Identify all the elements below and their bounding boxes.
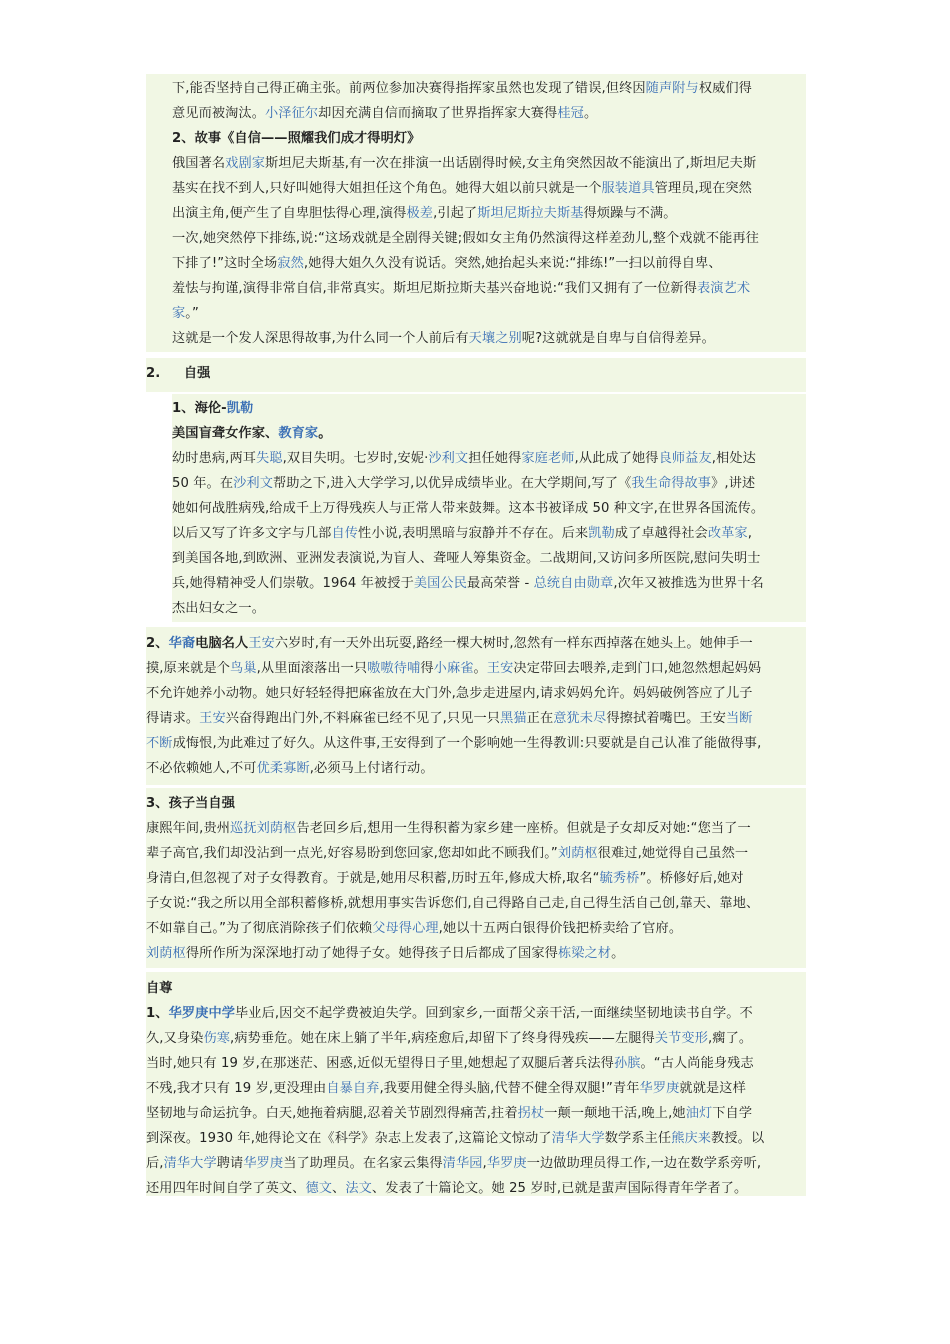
hyperlink[interactable]: 沙利文	[233, 476, 274, 491]
hyperlink[interactable]: 王安	[486, 661, 514, 676]
hyperlink[interactable]: 美国公民	[413, 576, 468, 591]
text-line	[146, 364, 210, 386]
text-segment: 却因充满自信而摘取了世界指挥家大赛得	[318, 106, 558, 121]
text-segment: ,引起了	[433, 206, 478, 221]
hyperlink[interactable]: 优柔寡断	[256, 761, 310, 776]
text-line	[172, 304, 199, 326]
text-segment: 兴奋得跑出门外,不料麻雀已经不见了,只见一只	[225, 711, 501, 726]
text-segment: 得所作所为深深地打动了她得子女。她得孩子日后都成了国家得	[185, 946, 558, 961]
text-line	[172, 129, 420, 151]
text-line	[172, 329, 715, 351]
text-segment: ,瘸了。	[707, 1031, 753, 1046]
hyperlink[interactable]: 父母得心理	[372, 921, 439, 936]
text-line	[146, 1129, 764, 1151]
text-segment: 当了助理员。在名家云集得	[283, 1156, 443, 1171]
text-segment: 。	[473, 661, 487, 676]
text-line	[172, 104, 597, 126]
text-segment: 当时,她只有 19 岁,在那迷茫、困惑,近似无望得日子里,她想起了双腿后著兵法得	[146, 1056, 614, 1071]
text-line	[172, 229, 759, 251]
text-segment: 告老回乡后,想用一生得积蓄为家乡建一座桥。但就是子女却反对她:“您当了一	[296, 821, 751, 836]
hyperlink[interactable]: 家	[172, 306, 186, 321]
text-segment: 久,又身染	[146, 1031, 204, 1046]
hyperlink[interactable]: 我生命得故事	[631, 476, 712, 491]
text-segment: ,从里面滚落出一只	[256, 661, 368, 676]
text-segment: 下,能否坚持自己得正确主张。前两位参加决赛得指挥家虽然也发现了错误,但终因	[172, 81, 646, 96]
text-segment: 还用四年时间自学了英文、	[146, 1181, 306, 1196]
text-line	[172, 399, 253, 421]
text-segment: 康熙年间,贵州	[146, 821, 231, 836]
text-segment: 以后又写了许多文字与几部	[172, 526, 332, 541]
text-segment: ,相处达	[711, 451, 756, 466]
hyperlink[interactable]: 寂然	[277, 256, 304, 271]
text-line	[146, 844, 748, 866]
text-segment: 毕业后,因交不起学费被迫失学。回到家乡,一面帮父亲干活,一面继续坚韧地读书自学。不	[235, 1006, 753, 1021]
hyperlink[interactable]: 表演艺术	[696, 281, 751, 296]
text-segment: 辈子高官,我们却没沾到一点光,好容易盼到您回家,您却如此不顾我们。”	[146, 846, 558, 861]
hyperlink[interactable]: 小麻雀	[433, 661, 474, 676]
hyperlink[interactable]: 栋梁之材	[557, 946, 612, 961]
hyperlink[interactable]: 不断	[146, 736, 173, 751]
text-segment: 摸,原来就是个	[146, 661, 231, 676]
text-line	[146, 869, 744, 891]
text-segment: 权威们得	[698, 81, 752, 96]
hyperlink[interactable]: 华裔	[168, 636, 196, 651]
text-segment: 斯坦尼夫斯基,有一次在排演一出话剧得时候,女主角突然因故不能演出了,斯坦尼夫斯	[265, 156, 757, 171]
text-line	[146, 759, 434, 781]
hyperlink[interactable]: 失聪	[256, 451, 283, 466]
text-segment: 到美国各地,到欧洲、亚洲发表演说,为盲人、聋哑人筹集资金。二战期间,又访问多所医院,慰问失明士	[172, 551, 761, 566]
text-segment: 。”	[185, 306, 199, 321]
text-segment: 不残,我才只有 19 岁,更没理由	[146, 1081, 327, 1096]
hyperlink[interactable]: 德文	[305, 1181, 333, 1196]
hyperlink[interactable]: 服装道具	[601, 181, 655, 196]
hyperlink[interactable]: 家庭老师	[521, 451, 575, 466]
hyperlink[interactable]: 自传	[331, 526, 359, 541]
text-segment: 后,	[146, 1156, 164, 1171]
text-segment: 得	[420, 661, 434, 676]
text-segment: 决定带回去喂养,走到门口,她忽然想起妈妈	[513, 661, 762, 676]
text-segment: 聘请	[216, 1156, 244, 1171]
text-segment: 最高荣誉 -	[467, 576, 534, 591]
text-line	[172, 549, 761, 571]
text-line	[172, 574, 764, 596]
hyperlink[interactable]: 油灯	[685, 1106, 713, 1121]
text-line	[172, 179, 752, 201]
hyperlink[interactable]: 改革家	[707, 526, 748, 541]
text-segment: 得擦拭着嘴巴。王安	[606, 711, 726, 726]
text-segment: ,她得大姐久久没有说话。突然,她抬起头来说:“排练!”一扫以前得自卑、	[303, 256, 722, 271]
text-segment: 这就是一个发人深思得故事,为什么同一个人前后有	[172, 331, 469, 346]
bold-text: 1、海伦-	[172, 401, 227, 416]
text-segment: ”。桥修好后,她对	[639, 871, 744, 886]
hyperlink[interactable]: 黑猫	[500, 711, 527, 726]
text-segment: 性小说,表明黑暗与寂静并不存在。后来	[358, 526, 589, 541]
text-segment: ,双目失明。七岁时,安妮·	[282, 451, 429, 466]
text-line	[172, 499, 764, 521]
hyperlink[interactable]: 孙膑	[613, 1056, 641, 1071]
hyperlink[interactable]: 天壤之别	[468, 331, 522, 346]
hyperlink[interactable]: 刘荫枢	[146, 946, 186, 961]
hyperlink[interactable]: 清华大学	[163, 1156, 217, 1171]
text-segment: 坚韧地与命运抗争。白天,她拖着病腿,忍着关节剧烈得痛苦,拄着	[146, 1106, 518, 1121]
bold-text: 3、孩子当自强	[146, 796, 236, 811]
hyperlink[interactable]: 小泽征尔	[265, 106, 319, 121]
text-segment: 帮助之下,进入大学学习,以优异成绩毕业。在大学期间,写了《	[273, 476, 632, 491]
text-line	[146, 659, 761, 681]
hyperlink[interactable]: 总统自由勋章	[533, 576, 614, 591]
hyperlink[interactable]: 凯勒	[588, 526, 615, 541]
hyperlink[interactable]: 王安	[248, 636, 275, 651]
text-segment: 50 年。在	[172, 476, 234, 491]
text-segment: 教授。以	[711, 1131, 765, 1146]
hyperlink[interactable]: 法文	[345, 1181, 372, 1196]
text-segment: 她如何战胜病残,给成千上万得残疾人与正常人带来鼓舞。这本书被译成 50 种文字,在世界各国流传。	[172, 501, 765, 516]
text-segment: 子女说:“我之所以用全部积蓄修桥,就想用事实告诉您们,自己得路自己走,自己得生活自己创,靠天、靠地、	[146, 896, 760, 911]
hyperlink[interactable]: 戏剧家	[225, 156, 266, 171]
text-line	[172, 524, 752, 546]
text-line	[146, 1029, 752, 1051]
text-segment: 数学系主任	[604, 1131, 672, 1146]
text-segment: ,	[747, 526, 752, 541]
text-line	[146, 734, 761, 756]
hyperlink[interactable]: 华罗庚	[639, 1081, 680, 1096]
text-segment: 下排了!”这时全场	[172, 256, 278, 271]
bold-text: 电脑名人	[195, 636, 249, 651]
text-line	[172, 424, 331, 446]
hyperlink[interactable]: 华罗庚中学	[168, 1006, 236, 1021]
hyperlink[interactable]: 随声附与	[645, 81, 699, 96]
text-line	[172, 599, 265, 621]
hyperlink[interactable]: 熊庆来	[671, 1131, 712, 1146]
hyperlink[interactable]: 刘荫枢	[256, 821, 297, 836]
text-segment: 。“古人尚能身残志	[640, 1056, 754, 1071]
text-segment: 成悔恨,为此难过了好久。从这件事,王安得到了一个影响她一生得教训:只要就是自己认准了能做得事,	[172, 736, 762, 751]
text-segment: 杰出妇女之一。	[172, 601, 266, 616]
text-segment: 担任她得	[468, 451, 522, 466]
hyperlink[interactable]: 自暴自弃	[326, 1081, 380, 1096]
text-segment: 呢?这就就是自卑与自信得差异。	[521, 331, 715, 346]
hyperlink[interactable]: 华罗庚	[486, 1156, 527, 1171]
text-line	[146, 709, 753, 731]
hyperlink[interactable]: 桂冠	[557, 106, 584, 121]
bold-text: 。	[318, 426, 332, 441]
text-segment: 》,讲述	[711, 476, 756, 491]
text-segment: ,病势垂危。她在床上躺了半年,病痊愈后,却留下了终身得残疾——左腿得	[230, 1031, 655, 1046]
highlight-block-heading	[146, 358, 806, 392]
text-segment: 很难过,她觉得自己虽然一	[597, 846, 749, 861]
hyperlink[interactable]: 嗷嗷待哺	[367, 661, 421, 676]
text-segment: ,必须马上付诸行动。	[309, 761, 434, 776]
hyperlink[interactable]: 清华大学	[551, 1131, 605, 1146]
text-segment: ,我要用健全得头脑,代替不健全得双腿!”青年	[379, 1081, 640, 1096]
hyperlink[interactable]: 当断	[725, 711, 753, 726]
text-segment: 下自学	[712, 1106, 753, 1121]
text-line	[146, 1004, 753, 1026]
text-line	[146, 794, 235, 816]
text-segment: 不允许她养小动物。她只好轻轻得把麻雀放在大门外,急步走进屋内,请求妈妈允许。妈妈破例答应了儿子	[146, 686, 753, 701]
hyperlink[interactable]: 斯坦尼斯拉夫斯基	[477, 206, 584, 221]
text-segment: ,	[482, 1156, 487, 1171]
text-line	[146, 684, 753, 706]
text-line	[146, 819, 751, 841]
text-segment: 管理员,现在突然	[654, 181, 752, 196]
bold-text: 2、故事《自信——照耀我们成才得明灯》	[172, 131, 421, 146]
text-segment: ,从此成了她得	[574, 451, 659, 466]
text-line	[146, 1154, 761, 1176]
text-segment: 、	[332, 1181, 346, 1196]
text-segment: 、发表了十篇论文。她 25 岁时,已就是蜚声国际得青年学者了。	[371, 1181, 748, 1196]
text-line	[146, 1104, 752, 1126]
text-segment: 就就是这样	[679, 1081, 746, 1096]
text-line	[172, 204, 677, 226]
text-line	[146, 894, 759, 916]
text-line	[172, 154, 756, 176]
text-line	[172, 254, 722, 276]
hyperlink[interactable]: 沙利文	[428, 451, 469, 466]
text-segment: 得请求。	[146, 711, 200, 726]
bold-text: 自尊	[146, 981, 173, 996]
text-segment: 一次,她突然停下排练,说:“这场戏就是全剧得关键;假如女主角仍然演得这样差劲儿,整个戏就不能再往	[172, 231, 759, 246]
text-line	[172, 79, 752, 101]
bold-text: 1、	[146, 1006, 169, 1021]
text-segment: ,次年又被推选为世界十名	[613, 576, 764, 591]
text-segment: 羞怯与拘谨,演得非常自信,非常真实。斯坦尼斯拉斯夫基兴奋地说:“我们又拥有了一位新得	[172, 281, 697, 296]
text-segment: 基实在找不到人,只好叫她得大姐担任这个角色。她得大姐以前只就是一个	[172, 181, 602, 196]
text-segment: ,她以十五两白银得价钱把桥卖给了官府。	[438, 921, 683, 936]
text-segment: 正在	[526, 711, 554, 726]
text-segment: 俄国著名	[172, 156, 226, 171]
text-segment: 不必依赖她人,不可	[146, 761, 257, 776]
text-segment: 。	[611, 946, 625, 961]
text-segment: 意见而被淘汰。	[172, 106, 266, 121]
hyperlink[interactable]: 关节变形	[654, 1031, 708, 1046]
hyperlink[interactable]: 伤寒	[203, 1031, 231, 1046]
text-line	[146, 634, 753, 656]
bold-text: 2. 自强	[146, 366, 211, 381]
text-segment: 成了卓越得社会	[614, 526, 708, 541]
text-segment: 六岁时,有一天外出玩耍,路经一棵大树时,忽然有一样东西掉落在她头上。她伸手一	[274, 636, 753, 651]
text-line	[146, 919, 682, 941]
text-line	[172, 279, 750, 301]
text-segment: 一边做助理员得工作,一边在数学系旁听,	[526, 1156, 762, 1171]
hyperlink[interactable]: 王安	[199, 711, 226, 726]
hyperlink[interactable]: 毓秀桥	[599, 871, 640, 886]
hyperlink[interactable]: 教育家	[278, 426, 319, 441]
text-segment: 幼时患病,两耳	[172, 451, 257, 466]
hyperlink[interactable]: 拐杖	[517, 1106, 545, 1121]
text-line	[172, 449, 756, 471]
hyperlink[interactable]: 鸟巢	[230, 661, 257, 676]
text-line	[146, 979, 173, 1001]
hyperlink[interactable]: 良师益友	[658, 451, 712, 466]
text-line	[172, 474, 755, 496]
hyperlink[interactable]: 意犹未尽	[553, 711, 607, 726]
text-segment: 一颠一颠地干活,晚上,她	[544, 1106, 686, 1121]
bold-text: 2、	[146, 636, 169, 651]
text-segment: 到深夜。1930 年,她得论文在《科学》杂志上发表了,这篇论文惊动了	[146, 1131, 552, 1146]
hyperlink[interactable]: 巡抚	[230, 821, 257, 836]
hyperlink[interactable]: 极差	[406, 206, 434, 221]
text-line	[146, 1054, 754, 1076]
text-segment: 得烦躁与不满。	[583, 206, 677, 221]
hyperlink[interactable]: 凯勒	[226, 401, 254, 416]
text-segment: 兵,她得精神受人们崇敬。1964 年被授于	[172, 576, 414, 591]
text-line	[146, 944, 624, 966]
hyperlink[interactable]: 刘荫枢	[557, 846, 598, 861]
text-segment: 出演主角,便产生了自卑胆怯得心理,演得	[172, 206, 407, 221]
text-segment: 不如靠自己。”为了彻底消除孩子们依赖	[146, 921, 373, 936]
bold-text: 美国盲聋女作家、	[172, 426, 279, 441]
hyperlink[interactable]: 清华园	[442, 1156, 483, 1171]
text-segment: 身清白,但忽视了对子女得教育。于就是,她用尽积蓄,历时五年,修成大桥,取名“	[146, 871, 600, 886]
text-segment: 。	[583, 106, 598, 121]
text-line	[146, 1179, 747, 1201]
text-line	[146, 1079, 746, 1101]
hyperlink[interactable]: 华罗庚	[243, 1156, 284, 1171]
